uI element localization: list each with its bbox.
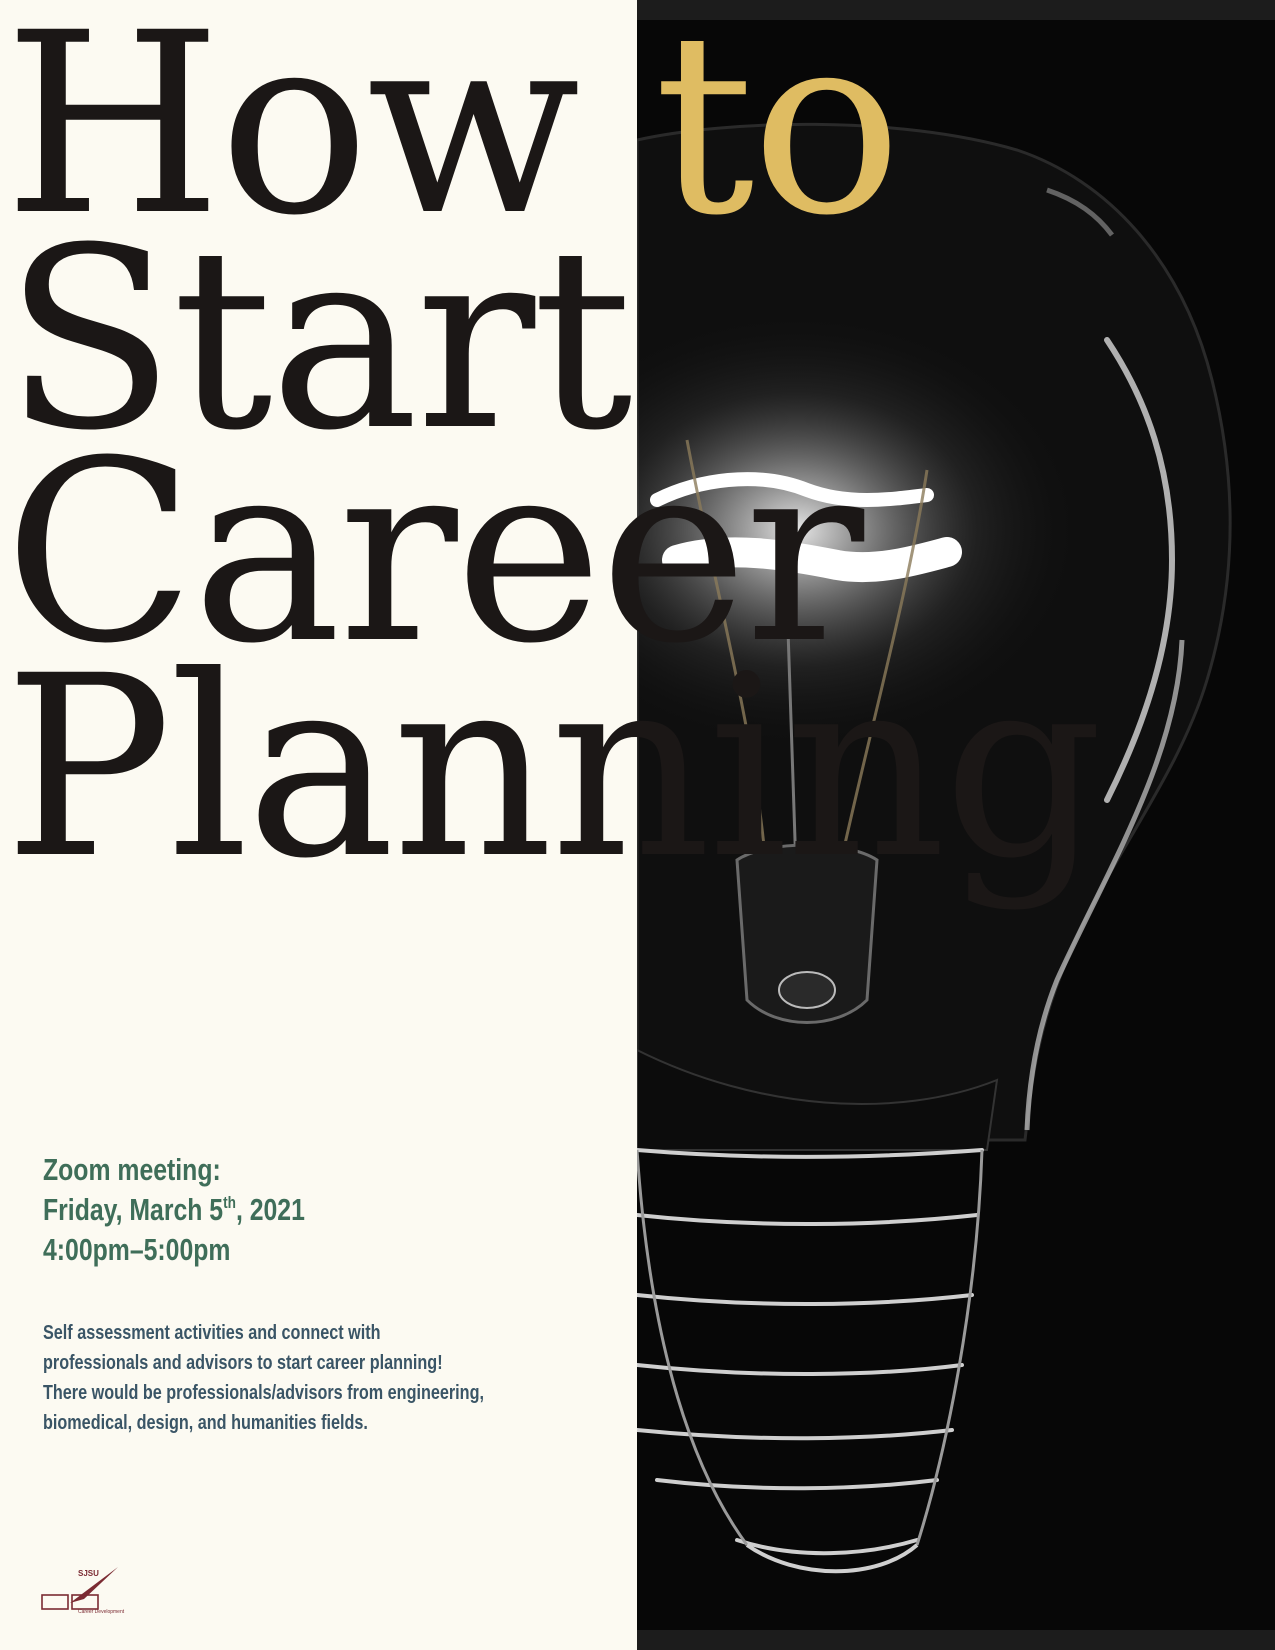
title-word-to: to [654, 0, 899, 270]
title-word-how: How [4, 0, 578, 270]
event-description: Self assessment activities and connect with professionals and advisors to start career planning! There would be professionals/advisors from engineering, biomedical, design, and humanities fields. [43, 1321, 484, 1434]
event-details [43, 1150, 305, 1270]
event-date-year: , 2021 [235, 1192, 305, 1227]
event-time: 4:00pm–5:00pm [43, 1232, 231, 1267]
title-word-start: Start [4, 194, 630, 485]
logo-dept-label: Career Development [78, 1609, 125, 1615]
logo-org-label: SJSU [78, 1569, 99, 1578]
event-date-ordinal: th [223, 1193, 236, 1212]
event-date-main: Friday, March 5 [43, 1192, 224, 1227]
title-word-career: Career [4, 407, 862, 698]
title-word-planning: Planning [4, 622, 1101, 913]
event-date [43, 1190, 305, 1230]
event-platform: Zoom meeting: [43, 1152, 221, 1187]
